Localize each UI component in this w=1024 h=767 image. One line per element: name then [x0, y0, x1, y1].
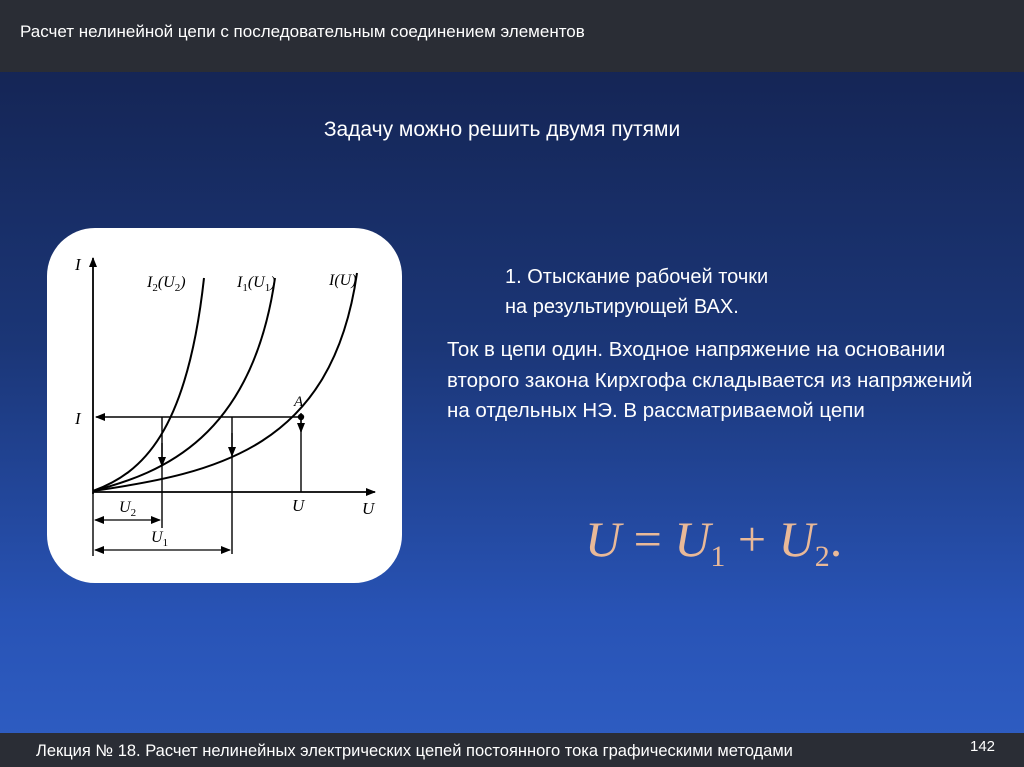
method-line-1: 1. Отыскание рабочей точки: [505, 266, 769, 288]
label-point-a: A: [294, 394, 304, 410]
formula-term-2-sub: 2: [814, 540, 830, 573]
formula-equals: =: [621, 511, 675, 567]
footer-bar: [0, 733, 1024, 767]
label-current-level: I: [75, 409, 81, 428]
page-number: 142: [970, 738, 996, 755]
header-bar: [0, 0, 1024, 72]
label-u2: $U_2$: [119, 499, 137, 519]
formula-plus: +: [725, 511, 779, 567]
curve-i2-u2: [93, 278, 204, 491]
curve-i-u: [93, 273, 357, 491]
kirchhoff-formula: [585, 510, 842, 574]
operating-point-a: [298, 414, 304, 420]
formula-term-1: U: [674, 511, 711, 567]
formula-period: .: [829, 511, 843, 567]
label-voltage-mark: U: [292, 496, 305, 515]
formula-term-1-sub: 1: [710, 540, 726, 573]
method-one: [505, 262, 925, 322]
method-line-2: на результирующей ВАХ.: [505, 296, 739, 318]
formula-lhs: U: [585, 511, 622, 567]
formula-term-2: U: [778, 511, 815, 567]
vac-diagram-svg: [47, 228, 402, 583]
slide-title: Расчет нелинейной цепи с последовательным соединением элементов: [20, 22, 585, 41]
label-curve-i2: $I_2(U_2)$: [147, 274, 186, 294]
explanation-text: Ток в цепи один. Входное напряжение на основании второго закона Кирхгофа складывается из напряжений на отдельных НЭ. В рассматриваемой цепи: [447, 338, 973, 422]
label-x-axis: U: [362, 499, 375, 518]
label-curve-i1: $I_1(U_1)$: [237, 274, 276, 294]
label-curve-i: I(U): [329, 272, 357, 289]
vac-diagram: [47, 228, 402, 583]
slide-subtitle: Задачу можно решить двумя путями: [323, 118, 681, 141]
label-u1: $U_1$: [151, 529, 169, 549]
label-y-axis: I: [75, 255, 81, 274]
footer-lecture-title: Лекция № 18. Расчет нелинейных электрических цепей постоянного тока графическими методами: [36, 742, 793, 760]
